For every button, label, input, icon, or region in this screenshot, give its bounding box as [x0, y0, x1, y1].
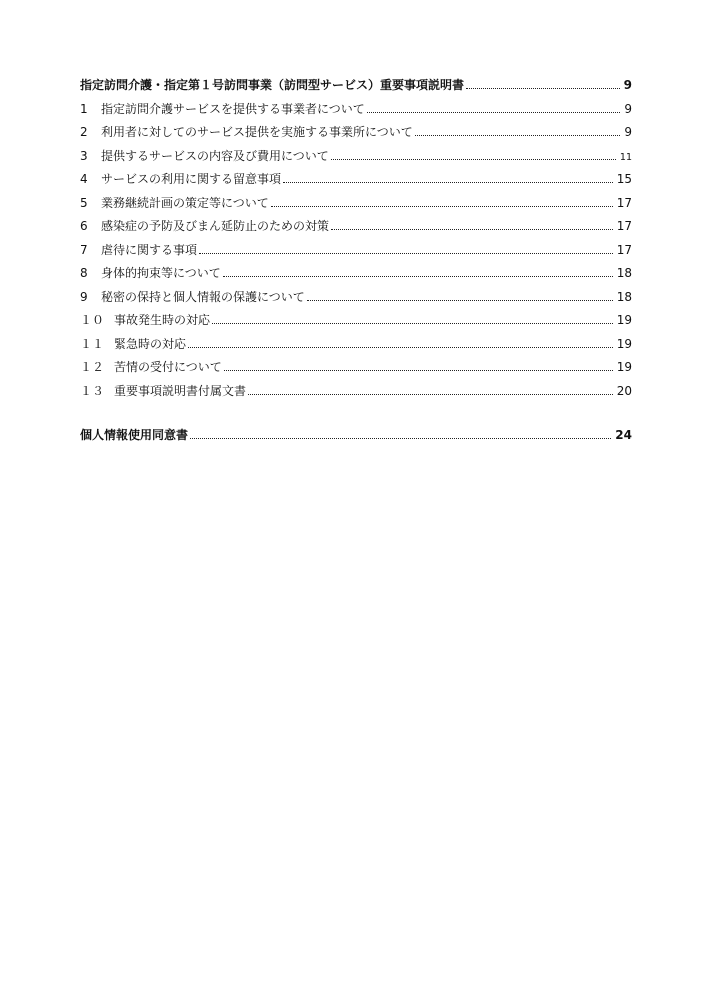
toc-page-number: 20 [616, 383, 632, 398]
toc-entry-number: 2 [80, 125, 88, 139]
toc-entry-label: 利用者に対してのサービス提供を実施する事業所について [101, 125, 413, 139]
toc-entry-number: １０ [80, 313, 105, 327]
toc-entry-2[interactable] [80, 121, 632, 145]
dot-leader [190, 438, 611, 439]
toc-entry-11[interactable] [80, 333, 632, 357]
toc-entry-3[interactable] [80, 145, 632, 169]
dot-leader [367, 112, 621, 113]
toc-entry-number: 7 [80, 242, 88, 257]
toc-entry-label: 緊急時の対応 [114, 336, 187, 351]
toc-entry-number: 5 [80, 195, 88, 210]
toc-entry-consent[interactable] [80, 424, 632, 448]
toc-entry-number: 4 [80, 172, 88, 186]
toc-entry-number: 6 [80, 219, 88, 233]
toc-entry-number: 3 [80, 148, 88, 163]
toc-page-number: 11 [619, 151, 632, 163]
toc-entry-label: 身体的拘束等について [101, 266, 221, 280]
toc-page-number: 9 [624, 101, 632, 116]
toc-page-number: 17 [616, 219, 632, 233]
toc-entry-label: 虐待に関する事項 [101, 242, 198, 257]
toc-page-number: 15 [616, 172, 632, 186]
toc-entry-label: 重要事項説明書付属文書 [114, 383, 247, 398]
dot-leader [283, 182, 613, 183]
toc-entry-label: 事故発生時の対応 [114, 313, 211, 327]
dot-leader [466, 88, 620, 89]
dot-leader [248, 394, 613, 395]
toc-entry-13[interactable] [80, 380, 632, 404]
toc-page-number: 9 [624, 125, 632, 139]
toc-entry-number: １１ [80, 336, 105, 351]
toc-page-number: 24 [615, 428, 632, 442]
toc-entry-4[interactable] [80, 168, 632, 192]
toc-page-number: 18 [616, 289, 632, 304]
toc-entry-label: 個人情報使用同意書 [80, 428, 189, 442]
toc-entry-label: 秘密の保持と個人情報の保護について [101, 289, 305, 304]
toc-page-number: 19 [616, 313, 632, 327]
toc-page-number: 17 [616, 242, 632, 257]
toc-entry-number: 9 [80, 289, 88, 304]
toc-entry-label: 指定訪問介護・指定第１号訪問事業（訪問型サービス）重要事項説明書 [80, 78, 465, 92]
toc-entry-5[interactable] [80, 192, 632, 216]
dot-leader [307, 300, 613, 301]
dot-leader [331, 159, 616, 160]
toc-entry-main[interactable] [80, 74, 632, 98]
toc-entry-1[interactable] [80, 98, 632, 122]
toc-entry-label: サービスの利用に関する留意事項 [101, 172, 282, 186]
table-of-contents [80, 74, 632, 448]
toc-entry-number: １２ [80, 360, 105, 374]
dot-leader [223, 276, 613, 277]
toc-entry-9[interactable] [80, 286, 632, 310]
toc-entry-6[interactable] [80, 215, 632, 239]
toc-entry-label: 業務継続計画の策定等について [101, 195, 269, 210]
toc-entry-label: 感染症の予防及びまん延防止のための対策 [101, 219, 330, 233]
toc-page-number: 9 [623, 78, 632, 92]
toc-entry-8[interactable] [80, 262, 632, 286]
dot-leader [188, 347, 613, 348]
toc-entry-10[interactable] [80, 309, 632, 333]
toc-entry-label: 提供するサービスの内容及び費用について [101, 148, 329, 163]
dot-leader [331, 229, 613, 230]
dot-leader [271, 206, 613, 207]
toc-entry-12[interactable] [80, 356, 632, 380]
toc-page-number: 19 [616, 360, 632, 374]
dot-leader [199, 253, 613, 254]
toc-page-number: 18 [616, 266, 632, 280]
dot-leader [212, 323, 613, 324]
toc-entry-7[interactable] [80, 239, 632, 263]
toc-entry-number: 1 [80, 101, 88, 116]
toc-entry-label: 指定訪問介護サービスを提供する事業者について [101, 101, 365, 116]
toc-entry-number: １３ [80, 383, 105, 398]
section-gap [80, 403, 632, 424]
dot-leader [224, 370, 613, 371]
toc-page-number: 17 [616, 195, 632, 210]
dot-leader [415, 135, 621, 136]
toc-entry-number: 8 [80, 266, 88, 280]
toc-page-number: 19 [616, 336, 632, 351]
toc-entry-label: 苦情の受付について [114, 360, 222, 374]
